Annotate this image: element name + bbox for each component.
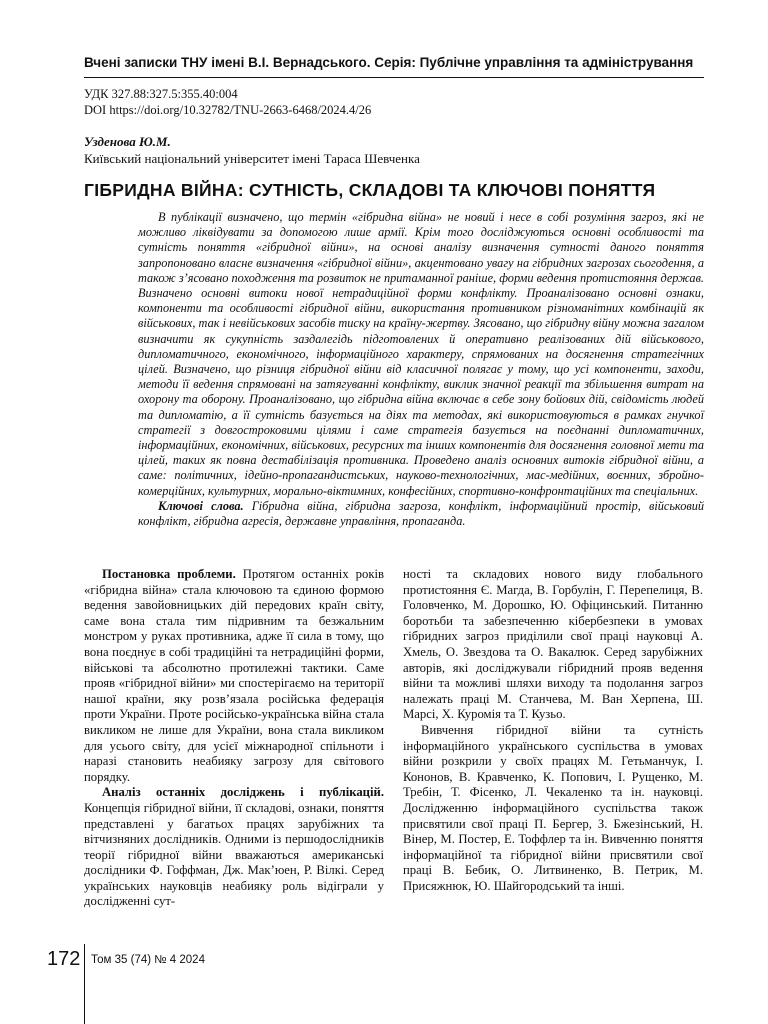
problem-statement bbox=[84, 567, 384, 785]
udk-code: УДК 327.88:327.5:355.40:004 bbox=[84, 87, 238, 101]
right-column bbox=[403, 567, 703, 894]
abstract-text: В публікації визначено, що термін «гібридна війна» не новий і несе в собі розуміння загроз, які не можливо ліквідувати за допомогою лише армії. Крім того досліджуються основні особливості та сутність поняття «гібридної війни», на основі аналізу визначення сутності даного поняття запропоновано власне визначення «гібридної війни», акцентовано увагу на гібридних загрозах сьогодення, а також з’ясовано походження та розвиток не притаманної раніше, форми ведення протистояння держав. Визначено основні витоки нової нетрадиційної форми конфлікту. Проаналізовано основні ознаки, компоненти та особливості гібридної війни, використання противником різноманітних комбінацій як військових, так і невійськових засобів тиску на країну-жертву. Зясовано, що гібридну війну можна загалом визначити як сукупність заздалегідь підготовлених й оперативно реалізованих дій військового, дипломатичного, економічного, інформаційного характеру, спрямованих на досягнення стратегічних цілей. Визначено, що різниця гібридної війни від класичної полягає у тому, що усі компоненти, заходи, методи її ведення спрямовані на затягуванні конфлікту, виклик значної реакції та збільшення витрат на охорону та оборону. Проаналізовано, що гібридна війна включає в себе зону бойових дій, свідомість людей та дипломатію, а її сутність базується на діях та методах, які використовуються в рамках гнучкої стратегії з довгостроковими цілями і саме стратегія базується на поєднанні дипломатичних, інформаційних, економічних, військових, ресурсних та інших компонентів для досягнення головної мети та цілей, таких як повна дестабілізація противника. Проведено аналіз основних витоків гібридної війни, а саме: політичних, ідейно-пропагандистських, науково-технологічних, мас-медійних, воєнних, збройно-комерційних, культурних, морально-віктимних, конфесійних, спортивно-конфронтаційних та спеціальних. bbox=[138, 210, 704, 498]
literature-review-text: Концепція гібридної війни, її складові, ознаки, поняття представлені у багатьох працях зарубіжних та вітчизняних дослідників. Одними із першодослідників теорії гібридної війни вважаються американські дослідники Ф. Гоффман, Дж. Мак’юен, Р. Вілкі. Серед українських науковців неабияку роль відіграли у дослідженні сут- bbox=[84, 800, 384, 909]
section-heading-literature: Аналіз останніх досліджень і публікацій. bbox=[102, 785, 384, 800]
left-column bbox=[84, 567, 384, 910]
footer-divider bbox=[84, 944, 85, 1024]
author-affiliation: Київський національний університет імені Тараса Шевченка bbox=[84, 151, 420, 166]
author-block bbox=[84, 133, 420, 167]
issue-info: Том 35 (74) № 4 2024 bbox=[91, 954, 205, 966]
keywords-label: Ключові слова. bbox=[158, 498, 244, 513]
article-meta bbox=[84, 86, 371, 118]
section-heading-problem: Постановка проблеми. bbox=[102, 567, 236, 581]
header-divider bbox=[84, 77, 704, 78]
author-name: Узденова Ю.М. bbox=[84, 134, 171, 149]
problem-statement-text: Протягом останніх років «гібридна війна» стала ключовою та єдиною формою ведення завойовницьких дій передових країн світу, саме вона стала тим підривним та безжальним монстром у руках противника, адже її сила в тому, що вона поєднує в собі традиційні та нетрадиційні форми, військові та абсолютно протилежні тактики. Саме прояв «гібридної війни» ми спостерігаємо на території нашої країни, яку розв’язала російська федерація проти України. Проте російсько-українська війна стала викликом не лише для України, вона стала викликом для усього світу, для усієї міжнародної спільноти і наразі становить неабияку загрозу для світового порядку. bbox=[84, 567, 384, 784]
journal-header: Вчені записки ТНУ імені В.І. Вернадського. Серія: Публічне управління та адміністрування bbox=[84, 55, 694, 70]
doi-link[interactable]: DOI https://doi.org/10.32782/TNU-2663-6468/2024.4/26 bbox=[84, 103, 372, 117]
keywords bbox=[138, 499, 704, 529]
literature-review bbox=[84, 785, 384, 910]
right-paragraph-1: ності та складових нового виду глобального протистояння Є. Магда, В. Горбулін, Г. Перепелиця, В. Головченко, М. Дорошко, Ю. Офіцинський. Питанню боротьби та забезпеченню кібербезпеки в умовах гібридних загроз приділили свої праці науковці А. Хмель, О. Звездова та О. Вакалюк. Серед зарубіжних авторів, які досліджували гібридний прояв ведення війни та можливі шляхи виходу та подолання загроз належать праці М. Станчева, М. Ван Херпена, Ш. Марсі, Х. Куромія та Т. Кузьо. bbox=[403, 567, 703, 722]
page-number: 172 bbox=[47, 948, 81, 970]
keywords-text: Гібридна війна, гібридна загроза, конфлікт, інформаційний простір, військовий конфлікт, гібридна агресія, державне управління, пропаганда. bbox=[138, 498, 705, 529]
right-paragraph-2: Вивчення гібридної війни та сутність інформаційного українського суспільства в умовах війни розкрили у своїх працях М. Гетьманчук, І. Кононов, В. Кравченко, К. Попович, І. Рущенко, М. Требін, Т. Фісенко, Л. Чекаленко та ін. науковці. Дослідженню інформаційного суспільства також присвятили свої праці П. Бергер, З. Бжезінський, Н. Вінер, М. Постер, Е. Тоффлер та ін. Вивченню поняття інформаційної та гібридної війни присвятили свої праці В. Бебик, О. Литвиненко, В. Петрик, М. Присяжнюк, Ю. Шайгородський та інші. bbox=[403, 722, 703, 893]
abstract bbox=[138, 210, 704, 529]
article-title: ГІБРИДНА ВІЙНА: СУТНІСТЬ, СКЛАДОВІ ТА КЛЮЧОВІ ПОНЯТТЯ bbox=[84, 180, 656, 200]
